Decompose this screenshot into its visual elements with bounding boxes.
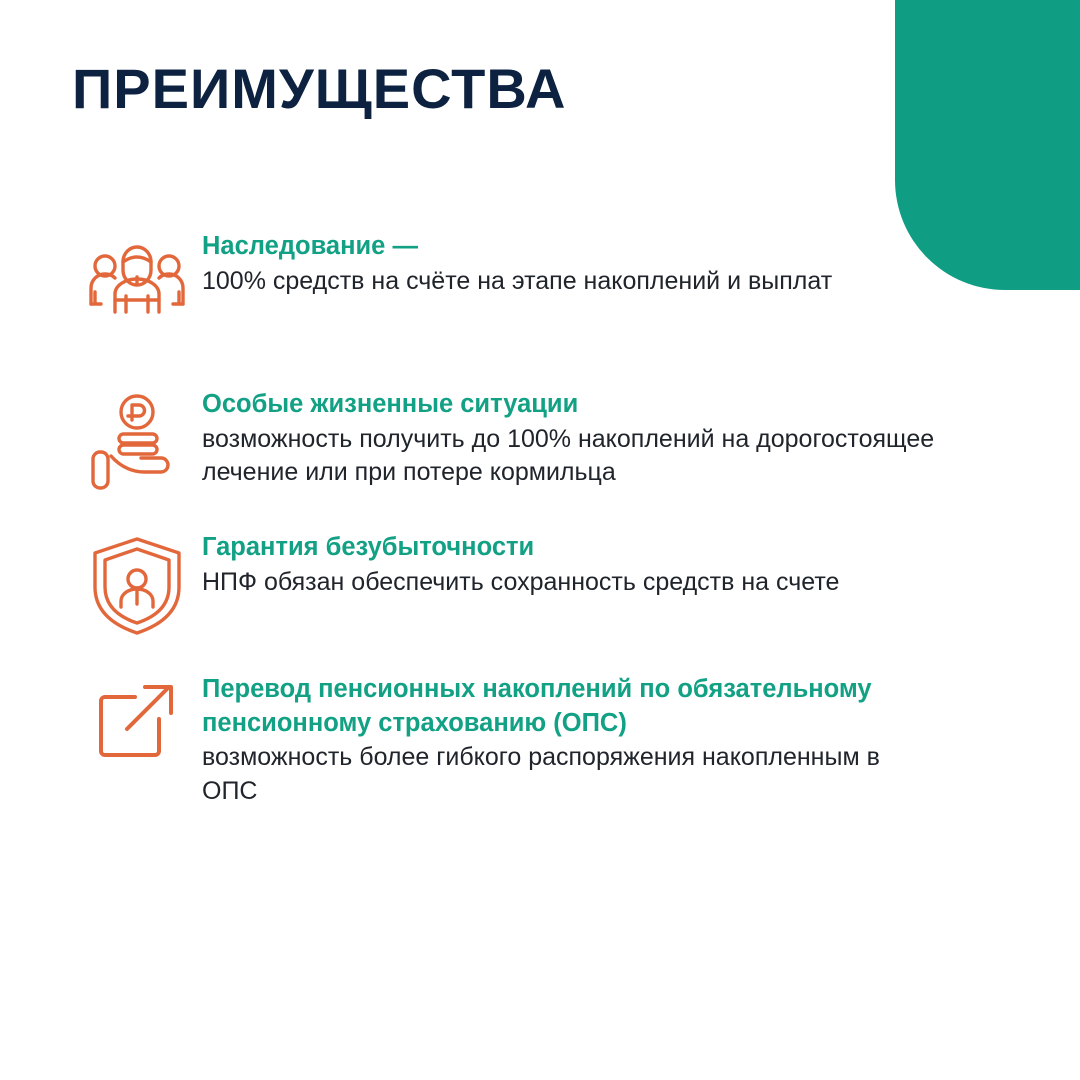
list-item xyxy=(72,529,942,629)
list-item-text xyxy=(202,671,942,808)
list-item xyxy=(72,386,942,489)
transfer-arrow-icon xyxy=(72,671,202,771)
list-item xyxy=(72,671,942,808)
list-item-heading: Перевод пенсионных накоплений по обязательному пенсионному страхованию (ОПС) xyxy=(202,675,872,737)
list-item-heading: Наследование — xyxy=(202,232,418,260)
list-item-heading: Гарантия безубыточности xyxy=(202,533,535,562)
list-item-text xyxy=(202,228,942,298)
list-item xyxy=(72,228,942,328)
list-item-body: НПФ обязан обеспечить сохранность средств на счете xyxy=(202,567,840,596)
page-title: ПРЕИМУЩЕСТВА xyxy=(72,57,567,120)
list-item-body: 100% средств на счёте на этапе накоплений и выплат xyxy=(202,266,833,295)
list-item-heading: Особые жизненные ситуации xyxy=(202,390,579,418)
shield-person-icon xyxy=(72,529,202,629)
list-item-text xyxy=(202,386,942,489)
list-item-text xyxy=(202,529,942,599)
benefits-list xyxy=(72,228,942,808)
hand-with-coins-ruble-icon xyxy=(72,386,202,486)
family-icon xyxy=(72,228,202,328)
list-item-body: возможность более гибкого распоряжения накопленным в ОПС xyxy=(202,743,880,805)
list-item-body: возможность получить до 100% накоплений на дорогостоящее лечение или при потере кормильца xyxy=(202,424,935,486)
